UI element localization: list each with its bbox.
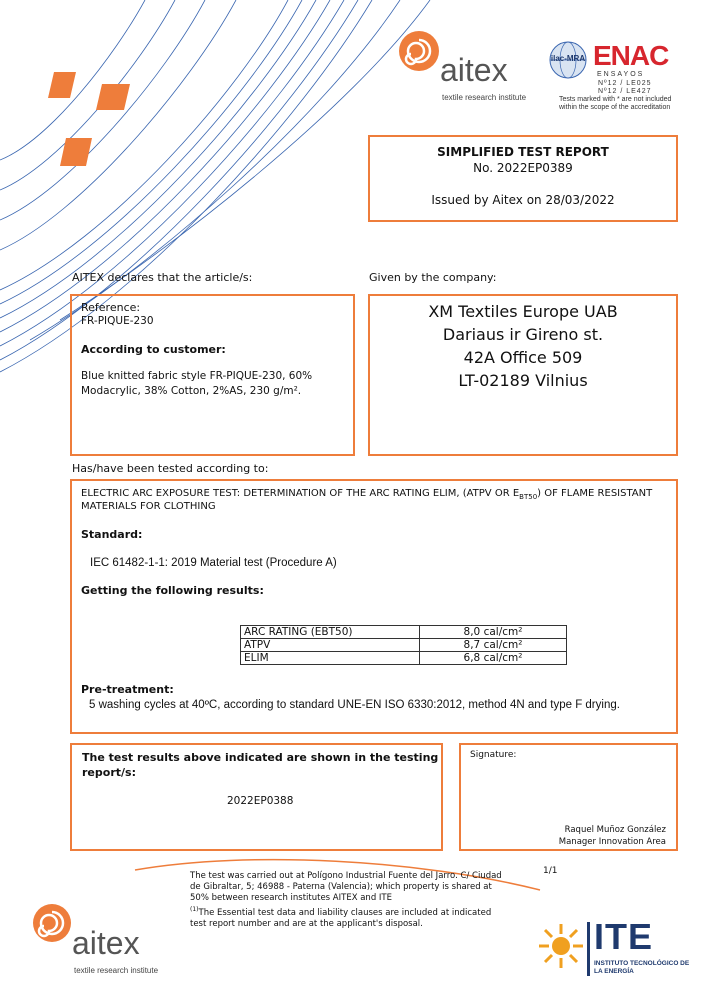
test-box [70,479,678,734]
ite-logo [537,916,697,980]
ilac-label: ilac-MRA [550,54,586,63]
tested-heading: Has/have been tested according to: [72,462,269,475]
orange-square-3 [60,138,92,166]
footer-line-5: test report number and are at the applicant's disposal. [190,918,423,929]
reference-label: Reference: [81,301,141,314]
signature-role: Manager Innovation Area [558,837,666,847]
result-value: 6,8 cal/cm² [420,652,567,665]
test-title-line-1 [81,488,652,501]
report-title: SIMPLIFIED TEST REPORT [437,145,609,159]
report-title-box [368,135,678,222]
ite-sun-icon [537,920,585,976]
signature-box [459,743,678,851]
enac-sub: ENSAYOS [597,71,645,78]
enac-number-2: Nº12 / LE427 [598,88,652,95]
footer-aitex-brand-subtitle: textile research institute [74,966,159,975]
table-row [241,652,567,665]
footer-line-4-text: The Essential test data and liability clauses are included at indicated [198,907,492,918]
result-name: ARC RATING (EBT50) [241,626,420,639]
orange-square-1 [48,72,76,98]
pretreatment-value: 5 washing cycles at 40ºC, according to standard UNE-EN ISO 6330:2012, method 4N and type F drying. [89,699,620,711]
reports-box [70,743,443,851]
article-heading: AITEX declares that the article/s: [72,271,253,284]
test-title-sub: BT50 [519,493,538,501]
pretreatment-label: Pre-treatment: [81,683,174,696]
table-row [241,639,567,652]
accreditation-note-1: Tests marked with * are not included [559,96,672,103]
standard-value: IEC 61482-1-1: 2019 Material test (Procedure A) [90,557,337,569]
report-number: No. 2022EP0389 [473,161,573,175]
company-box [368,294,678,456]
ite-divider [587,922,590,976]
result-value: 8,0 cal/cm² [420,626,567,639]
signature-name: Raquel Muñoz González [564,825,666,835]
table-row [241,626,567,639]
result-name: ATPV [241,639,420,652]
ite-sub-1: INSTITUTO TECNOLÓGICO DE [594,960,690,967]
enac-number-1: Nº12 / LE025 [598,80,652,87]
footer-aitex-brand-name: aitex [72,925,140,961]
ilac-logo [545,40,591,80]
results-table [240,625,567,665]
customer-label: According to customer: [81,343,226,356]
footer-text [190,871,502,930]
footer-aitex-logo [32,903,172,983]
article-box [70,294,355,456]
footer-line-4 [190,904,502,919]
footer-line-2: de Gibraltar, 5; 46988 - Paterna (Valencia); which property is shared at [190,882,492,892]
results-label: Getting the following results: [81,584,264,597]
signature-label: Signature: [470,750,517,760]
footer-mark: (1) [190,906,199,913]
footer-aitex-spiral-icon [32,903,72,943]
footer-line-3: 50% between research institutes AITEX and ITE [190,893,392,903]
footer-line-1: The test was carried out at Polígono Industrial Fuente del Jarro. C/ Ciudad [190,871,502,881]
reports-line-2: report/s: [82,766,136,779]
result-value: 8,7 cal/cm² [420,639,567,652]
enac-label: ENAC [593,40,669,71]
company-line-2: Dariaus ir Gireno st. [442,325,604,344]
aitex-spiral-icon [398,30,440,72]
company-line-1: XM Textiles Europe UAB [428,302,618,321]
description-line-2: Modacrylic, 38% Cotton, 2%AS, 230 g/m². [81,385,302,397]
company-line-3: 42A Office 509 [463,348,583,367]
standard-label: Standard: [81,528,143,541]
description-line-1: Blue knitted fabric style FR-PIQUE-230, 60% [81,370,313,382]
result-name: ELIM [241,652,420,665]
aitex-brand-subtitle: textile research institute [442,93,527,102]
page-number: 1/1 [543,866,558,876]
accreditation-note-2: within the scope of the accreditation [559,104,671,111]
test-title-line-2: MATERIALS FOR CLOTHING [81,501,216,512]
reference-value: FR-PIQUE-230 [81,315,154,327]
orange-square-2 [96,84,130,110]
report-id: 2022EP0388 [227,795,294,807]
ite-sub-2: LA ENERGÍA [594,968,634,975]
reports-line-1: The test results above indicated are shown in the testing [82,751,439,764]
company-line-4: LT-02189 Vilnius [458,371,588,390]
test-title-part-b: ) OF FLAME RESISTANT [537,488,653,499]
test-title-part-a: ELECTRIC ARC EXPOSURE TEST: DETERMINATION OF THE ARC RATING ELIM, (ATPV OR E [81,488,520,499]
ite-name: ITE [594,916,654,957]
report-issued: Issued by Aitex on 28/03/2022 [431,193,615,207]
aitex-logo [398,30,538,110]
aitex-brand-name: aitex [440,52,508,88]
company-heading: Given by the company: [369,271,497,284]
